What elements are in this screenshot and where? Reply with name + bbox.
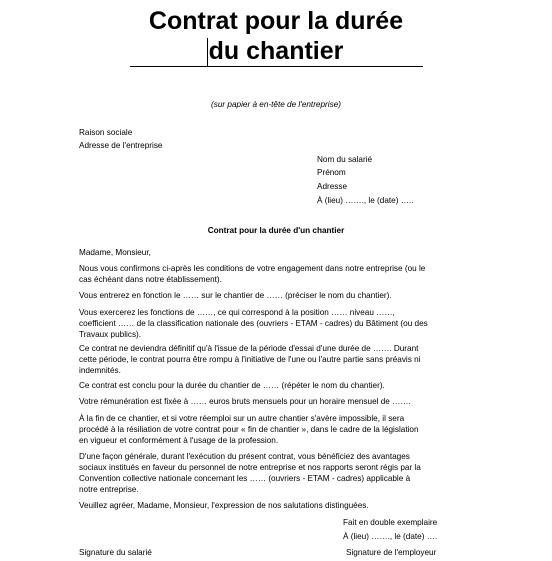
place-date-line: À (lieu) ……., le (date) ….. (317, 196, 414, 205)
body-line: sociaux institués en faveur du personnel de notre entreprise et nos rapports seront régis par la (79, 463, 421, 472)
body-line: cas échéant dans notre établissement). (79, 275, 222, 284)
employer-signature-label: Signature de l'employeur (346, 548, 437, 557)
letterhead-note: (sur papier à en-tête de l'entreprise) (211, 100, 341, 109)
sender-address: Adresse de l'entreprise (79, 141, 163, 150)
employee-signature-label: Signature du salarié (79, 548, 152, 557)
body-line: Ce contrat est conclu pour la durée du chantier de …… (répéter le nom du chantier). (79, 381, 385, 390)
body-line: Travaux publics). (79, 330, 142, 339)
body-line: Vous entrerez en fonction le …… sur le chantier de …… (préciser le nom du chantier). (79, 291, 392, 300)
body-line: notre entreprise. (79, 485, 139, 494)
contract-subject: Contrat pour la durée d'un chantier (207, 226, 345, 235)
recipient-name: Nom du salarié (317, 155, 373, 164)
body-line: indemnités. (79, 366, 121, 375)
body-line: À la fin de ce chantier, et si votre réemploi sur un autre chantier s'avère impossible, il sera (79, 414, 405, 423)
recipient-firstname: Prénom (317, 168, 346, 177)
document-title-line2: du chantier (208, 37, 344, 65)
body-line: coefficient …… de la classification nationale des (ouvriers - ETAM - cadres) du Bâtiment (ou des (79, 319, 428, 328)
closing-place-date: À (lieu) ……., le (date) …. (343, 532, 438, 541)
title-underline (130, 66, 423, 67)
body-line: Convention collective nationale concernant les …… (ouvriers - ETAM - cadres) applicable à (79, 474, 411, 483)
document-title-line1: Contrat pour la durée (148, 7, 404, 35)
body-line: procédé à la résiliation de votre contrat pour « fin de chantier », dans le cadre de la législation (79, 425, 419, 434)
duplicate-note: Fait en double exemplaire (343, 518, 438, 527)
salutation: Madame, Monsieur, (79, 248, 151, 257)
sender-company-name: Raison sociale (79, 128, 133, 137)
closing-formula: Veuillez agréer, Madame, Monsieur, l'expression de nos salutations distinguées. (79, 501, 369, 510)
recipient-address: Adresse (317, 182, 348, 191)
body-line: D'une façon générale, durant l'exécution du présent contrat, vous bénéficiez des avantages (79, 452, 410, 461)
text-cursor (207, 38, 208, 66)
body-line: Nous vous confirmons ci-après les conditions de votre engagement dans notre entreprise (ou le (79, 264, 426, 273)
body-line: cette période, le contrat pourra être rompu à l'initiative de l'une ou l'autre partie sans préavis ni (79, 355, 421, 364)
body-line: en vigueur et conformément à l'usage de la profession. (79, 436, 279, 445)
body-line: Vous exercerez les fonctions de ……, ce qui correspond à la position …… niveau ……, (79, 308, 395, 317)
body-line: Votre rémunération est fixée à …… euros bruts mensuels pour un horaire mensuel de ……. (79, 397, 411, 406)
body-line: Ce contrat ne deviendra définitif qu'à l'issue de la période d'essai d'une durée de ……. Durant (79, 344, 419, 353)
